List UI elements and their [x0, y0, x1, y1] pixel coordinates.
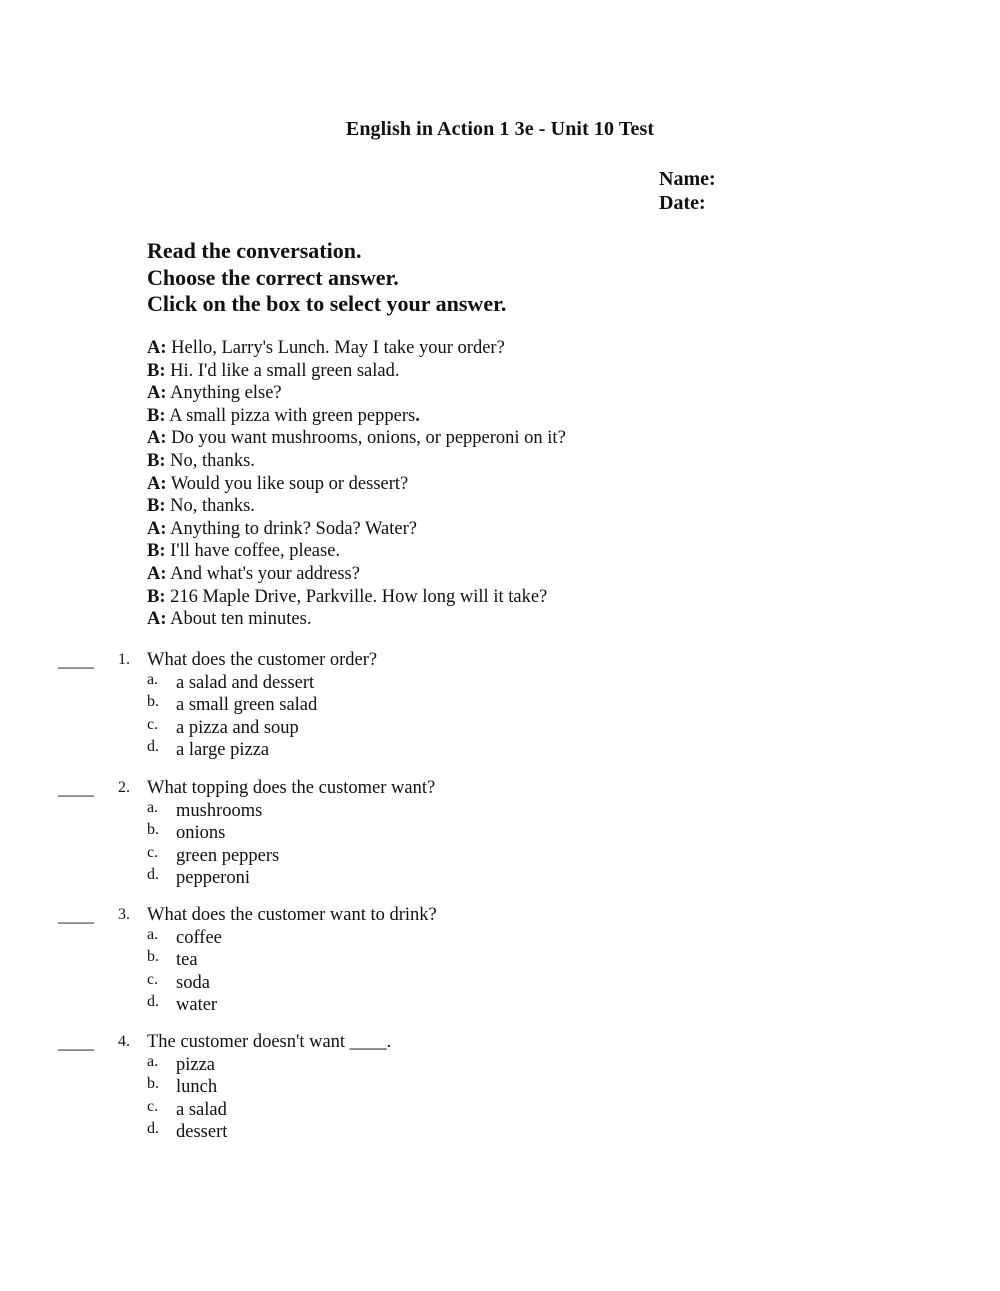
option-letter: b.	[147, 821, 159, 838]
dialogue-text: 216 Maple Drive, Parkville. How long will it take?	[165, 586, 548, 607]
option-text[interactable]: onions	[176, 823, 226, 843]
dialogue-line	[147, 473, 566, 496]
option-letter: a.	[147, 670, 159, 688]
dialogue-text: I'll have coffee, please.	[165, 541, 341, 562]
dialogue-line	[147, 382, 566, 405]
question-text: What does the customer order?	[147, 650, 378, 670]
speaker-label: B:	[147, 586, 166, 607]
dialogue-line	[147, 563, 566, 586]
dialogue-line	[147, 608, 566, 631]
speaker-label: A:	[147, 473, 167, 494]
answer-blank[interactable]: ____	[58, 778, 94, 798]
option-letter: d.	[147, 1120, 159, 1137]
option-text[interactable]: coffee	[176, 927, 222, 948]
dialogue-end-mark: .	[415, 405, 420, 426]
dialogue-text: Do you want mushrooms, onions, or pepperoni on it?	[166, 428, 566, 449]
page-title: English in Action 1 3e - Unit 10 Test	[345, 118, 655, 140]
dialogue-line	[147, 427, 566, 450]
speaker-label: B:	[147, 405, 166, 426]
option-letter: b.	[147, 693, 159, 710]
dialogue-line	[147, 337, 566, 360]
option-letter: b.	[147, 948, 159, 965]
dialogue-text: And what's your address?	[166, 563, 360, 584]
option-letter: d.	[147, 866, 159, 883]
speaker-label: A:	[147, 338, 167, 358]
dialogue-text: Hi. I'd like a small green salad.	[165, 360, 400, 381]
answer-blank[interactable]: ____	[58, 650, 94, 670]
dialogue-line	[147, 495, 566, 518]
speaker-label: B:	[147, 541, 166, 562]
date-label: Date:	[659, 192, 706, 214]
speaker-label: B:	[147, 450, 166, 471]
option-letter: c.	[147, 970, 159, 988]
answer-blank[interactable]: ____	[58, 1032, 94, 1052]
dialogue-line	[147, 360, 566, 383]
option-text[interactable]: water	[176, 995, 218, 1015]
option-letter: a.	[147, 1052, 159, 1070]
dialogue-line	[147, 405, 566, 428]
dialogue-text: A small pizza with green peppers	[165, 405, 416, 426]
question-text: The customer doesn't want ____.	[147, 1032, 392, 1052]
option-letter: c.	[147, 1097, 159, 1115]
speaker-label: A:	[147, 609, 167, 630]
option-text[interactable]: a salad	[176, 1099, 227, 1120]
dialogue-line	[147, 586, 566, 609]
option-text[interactable]: dessert	[176, 1122, 228, 1142]
instruction-line: Choose the correct answer.	[147, 264, 399, 290]
question-text: What topping does the customer want?	[147, 778, 436, 798]
option-text[interactable]: a large pizza	[176, 740, 270, 760]
dialogue-text: About ten minutes.	[166, 609, 312, 630]
option-letter: d.	[147, 738, 159, 755]
dialogue-line	[147, 450, 566, 473]
dialogue-text: Hello, Larry's Lunch. May I take your order?	[166, 338, 505, 358]
option-letter: a.	[147, 798, 159, 816]
option-letter: a.	[147, 925, 159, 943]
dialogue-line	[147, 540, 566, 563]
question-number: 1.	[118, 651, 130, 668]
option-text[interactable]: pizza	[176, 1054, 216, 1075]
speaker-label: A:	[147, 518, 167, 539]
dialogue-text: Anything else?	[166, 383, 282, 404]
question-text: What does the customer want to drink?	[147, 905, 437, 925]
option-letter: c.	[147, 715, 159, 733]
speaker-label: A:	[147, 563, 167, 584]
option-text[interactable]: a salad and dessert	[176, 672, 315, 693]
option-letter: b.	[147, 1075, 159, 1092]
instruction-line: Click on the box to select your answer.	[147, 291, 507, 316]
question-number: 4.	[118, 1033, 130, 1050]
speaker-label: A:	[147, 428, 167, 449]
option-text[interactable]: tea	[176, 950, 198, 970]
option-letter: d.	[147, 993, 159, 1010]
dialogue-text: Would you like soup or dessert?	[166, 473, 409, 494]
question-number: 3.	[118, 906, 130, 923]
option-text[interactable]: a small green salad	[176, 695, 318, 715]
dialogue-text: Anything to drink? Soda? Water?	[166, 518, 417, 539]
option-text[interactable]: lunch	[176, 1077, 218, 1097]
name-label: Name:	[659, 168, 716, 190]
option-text[interactable]: green peppers	[176, 845, 280, 866]
dialogue-text: No, thanks.	[165, 496, 255, 517]
conversation	[147, 337, 566, 631]
instructions	[147, 238, 506, 318]
question-number: 2.	[118, 779, 130, 796]
option-letter: c.	[147, 843, 159, 861]
dialogue-text: No, thanks.	[165, 450, 255, 471]
option-text[interactable]: soda	[176, 972, 210, 993]
speaker-label: B:	[147, 360, 166, 381]
option-text[interactable]: pepperoni	[176, 868, 250, 888]
speaker-label: A:	[147, 383, 167, 404]
speaker-label: B:	[147, 496, 166, 517]
dialogue-line	[147, 518, 566, 541]
option-text[interactable]: mushrooms	[176, 800, 263, 821]
answer-blank[interactable]: ____	[58, 905, 94, 925]
option-text[interactable]: a pizza and soup	[176, 717, 299, 738]
instruction-line: Read the conversation.	[147, 238, 362, 263]
